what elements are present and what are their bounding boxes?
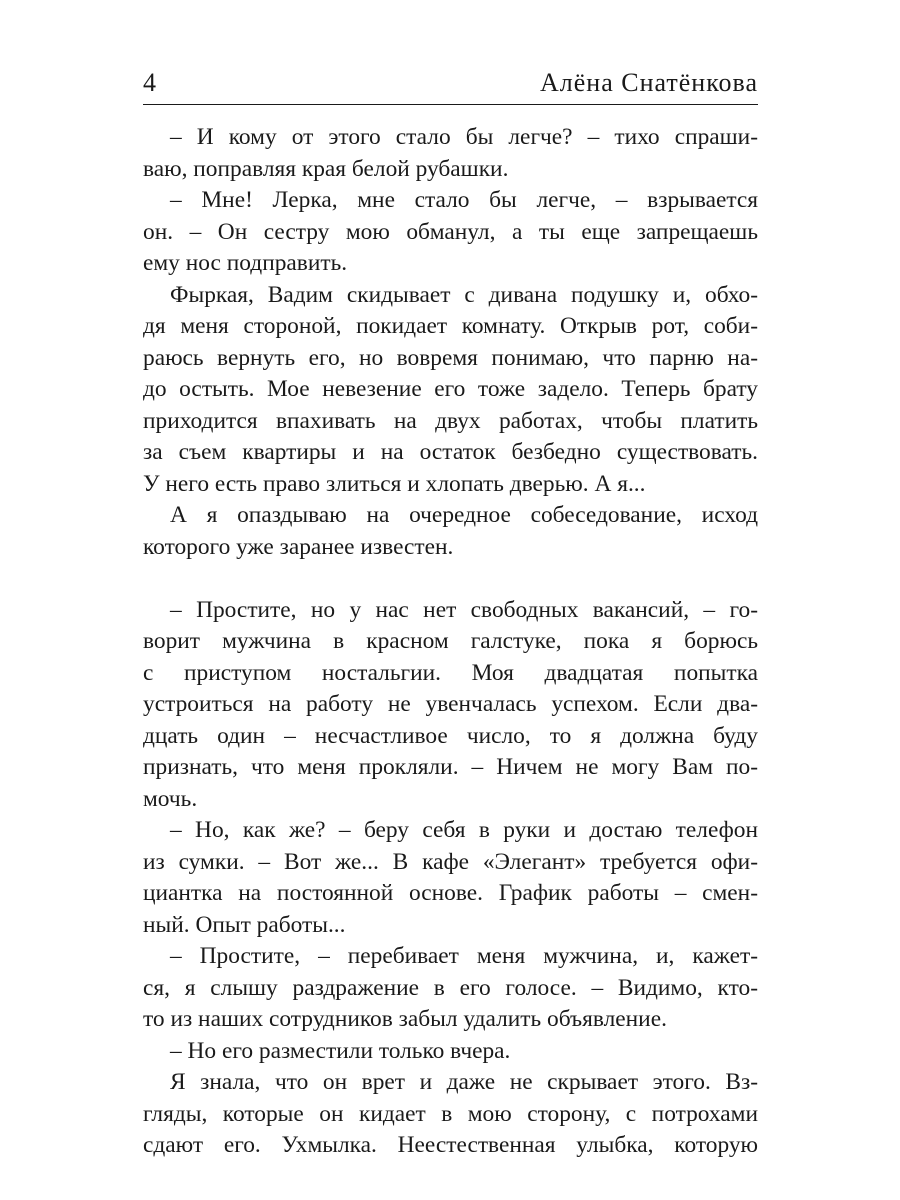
- text-line: – Простите, – перебивает меня мужчина, и, кажет-: [170, 943, 758, 969]
- text-line: дцать один – несчастливое число, то я должна буду: [143, 722, 758, 749]
- text-line: ный. Опыт работы...: [143, 911, 346, 938]
- text-line: он. – Он сестру мою обманул, а ты еще запрещаешь: [143, 218, 758, 245]
- page-header: [143, 64, 758, 105]
- text-line: Я знала, что он врет и даже не скрывает этого. Вз-: [170, 1069, 758, 1095]
- text-line: ваю, поправляя края белой рубашки.: [143, 155, 509, 182]
- text-line: признать, что меня прокляли. – Ничем не могу Вам по-: [143, 754, 758, 780]
- text-line: мочь.: [143, 785, 198, 812]
- section-break: [143, 563, 758, 595]
- page-number: 4: [143, 68, 156, 97]
- text-line: – Но его разместили только вчера.: [170, 1037, 511, 1064]
- text-line: устроиться на работу не увенчалась успехом. Если два-: [143, 691, 758, 717]
- body-text: [143, 122, 758, 1162]
- text-line: раюсь вернуть его, но вовремя понимаю, что парню на-: [143, 344, 758, 371]
- text-line: гляды, которые он кидает в мою сторону, с потрохами: [143, 1100, 758, 1127]
- text-line: которого уже заранее известен.: [143, 533, 454, 560]
- text-line: – Но, как же? – беру себя в руки и достаю телефон: [170, 817, 758, 843]
- text-line: ему нос подправить.: [143, 250, 348, 276]
- text-line: из сумки. – Вот же... В кафе «Элегант» требуется офи-: [143, 848, 758, 875]
- text-line: с приступом ностальгии. Моя двадцатая попытка: [143, 659, 758, 686]
- running-title: Алёна Снатёнкова: [540, 68, 758, 97]
- text-line: приходится впахивать на двух работах, чтобы платить: [143, 407, 758, 434]
- text-line: за съем квартиры и на остаток безбедно существовать.: [143, 439, 758, 465]
- text-line: то из наших сотрудников забыл удалить объявление.: [143, 1006, 667, 1032]
- text-line: дя меня стороной, покидает комнату. Открыв рот, соби-: [143, 313, 758, 339]
- text-line: до остыть. Мое невезение его тоже задело. Теперь брату: [143, 376, 758, 402]
- text-line: – Простите, но у нас нет свободных вакансий, – го-: [170, 596, 758, 623]
- text-line: – И кому от этого стало бы легче? – тихо спраши-: [170, 124, 758, 150]
- text-line: А я опаздываю на очередное собеседование, исход: [170, 502, 758, 528]
- text-line: У него есть право злиться и хлопать дверью. А я...: [143, 470, 646, 497]
- text-line: циантка на постоянной основе. График работы – смен-: [143, 880, 758, 906]
- text-line: сдают его. Ухмылка. Неестественная улыбка, которую: [143, 1132, 758, 1158]
- text-line: ся, я слышу раздражение в его голосе. – Видимо, кто-: [143, 974, 758, 1001]
- text-line: – Мне! Лерка, мне стало бы легче, – взрывается: [170, 187, 758, 213]
- text-line: Фыркая, Вадим скидывает с дивана подушку и, обхо-: [170, 281, 758, 308]
- text-line: ворит мужчина в красном галстуке, пока я борюсь: [143, 628, 758, 654]
